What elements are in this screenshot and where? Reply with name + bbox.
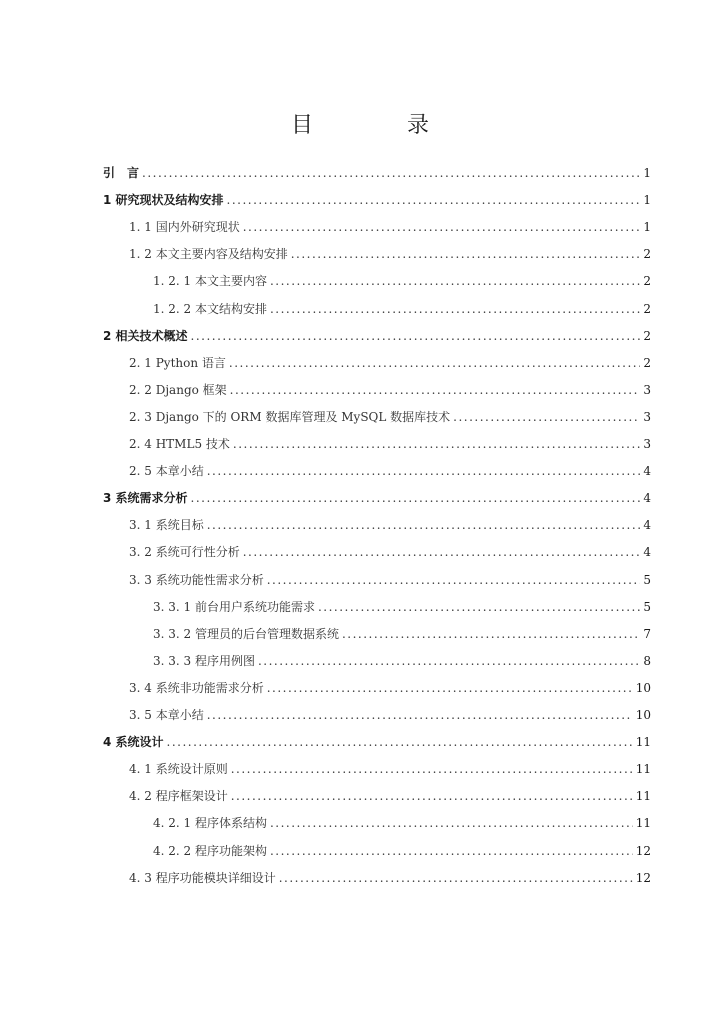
dot-leader [233, 434, 640, 454]
toc-entry[interactable] [103, 190, 651, 210]
toc-entry-label: 3. 1 系统目标 [129, 518, 204, 533]
toc-entry-page-number: 11 [635, 735, 651, 750]
toc-entry-label: 2. 3 Django 下的 ORM 数据库管理及 MySQL 数据库技术 [129, 409, 451, 424]
toc-entry-label: 3. 3 系统功能性需求分析 [129, 572, 264, 587]
toc-entry-page-number: 4 [643, 491, 651, 506]
toc-entry[interactable] [129, 407, 651, 427]
toc-entry-page-number: 2 [643, 355, 651, 370]
dot-leader [258, 651, 640, 671]
toc-entry-label: 3. 4 系统非功能需求分析 [129, 680, 264, 695]
toc-entry-label: 引 言 [103, 166, 140, 180]
toc-entry[interactable] [103, 732, 651, 752]
toc-entry-page-number: 12 [635, 870, 651, 885]
dot-leader [243, 217, 641, 237]
toc-entry-page-number: 2 [643, 247, 651, 262]
toc-entry-label: 4 系统设计 [103, 735, 164, 750]
toc-entry-page-number: 10 [635, 680, 651, 695]
toc-entry-page-number: 10 [635, 708, 651, 722]
toc-entry[interactable] [153, 271, 651, 291]
toc-entry[interactable] [153, 299, 651, 319]
dot-leader [342, 624, 640, 644]
toc-entry[interactable] [129, 542, 651, 562]
toc-entry-label: 2. 1 Python 语言 [129, 355, 226, 370]
dot-leader [291, 244, 641, 264]
toc-entry-label: 4. 2 程序框架设计 [129, 789, 228, 804]
toc-entry[interactable] [129, 786, 651, 806]
toc-entry-page-number: 4 [643, 518, 651, 533]
dot-leader [207, 705, 633, 725]
dot-leader [267, 570, 641, 590]
toc-entry-page-number: 3 [643, 437, 651, 451]
toc-entry-label: 4. 2. 2 程序功能架构 [153, 843, 267, 858]
dot-leader [243, 542, 641, 562]
toc-entry-label: 4. 3 程序功能模块详细设计 [129, 870, 276, 885]
toc-entry[interactable] [129, 461, 651, 481]
dot-leader [167, 732, 633, 752]
dot-leader [231, 786, 633, 806]
dot-leader [207, 461, 641, 481]
dot-leader [270, 813, 633, 833]
toc-entry-label: 2. 5 本章小结 [129, 464, 204, 479]
toc-entry-page-number: 1 [643, 220, 651, 235]
toc-entry[interactable] [153, 624, 651, 644]
dot-leader [207, 515, 641, 535]
toc-entry[interactable] [153, 841, 651, 861]
toc-entry[interactable] [129, 759, 651, 779]
toc-entry[interactable] [129, 678, 651, 698]
toc-entry-page-number: 3 [643, 409, 651, 424]
toc-entry[interactable] [103, 488, 651, 508]
toc-entry[interactable] [153, 597, 651, 617]
dot-leader [453, 407, 640, 427]
dot-leader [191, 326, 641, 346]
toc-entry-label: 3. 3. 3 程序用例图 [153, 653, 255, 668]
toc-entry-page-number: 1 [643, 193, 651, 208]
dot-leader [191, 488, 641, 508]
toc-entry[interactable] [129, 868, 651, 888]
toc-entry-page-number: 2 [643, 301, 651, 316]
toc-entry-page-number: 5 [643, 572, 651, 587]
toc-entry-label: 1. 2. 1 本文主要内容 [153, 274, 267, 289]
dot-leader [267, 678, 633, 698]
toc-entry-page-number: 12 [635, 843, 651, 858]
toc-entry-label: 3. 5 本章小结 [129, 708, 204, 722]
toc-entry-label: 1. 2. 2 本文结构安排 [153, 301, 267, 316]
toc-entry-page-number: 1 [643, 166, 651, 180]
toc-entry[interactable] [153, 813, 651, 833]
toc-entry-page-number: 11 [635, 816, 651, 831]
toc-entry-label: 3. 3. 2 管理员的后台管理数据系统 [153, 626, 339, 641]
toc-entry[interactable] [129, 244, 651, 264]
toc-entry-label: 1. 2 本文主要内容及结构安排 [129, 247, 288, 262]
toc-entry-label: 3. 3. 1 前台用户系统功能需求 [153, 599, 315, 614]
toc-entry[interactable] [129, 217, 651, 237]
toc-entry-label: 3. 2 系统可行性分析 [129, 545, 240, 560]
toc-entry-label: 3 系统需求分析 [103, 491, 188, 506]
toc-entry-label: 2 相关技术概述 [103, 328, 188, 343]
page-title: 目 录 [290, 113, 465, 138]
dot-leader [279, 868, 633, 888]
toc-entry-page-number: 11 [635, 762, 651, 777]
toc-entry-label: 1 研究现状及结构安排 [103, 193, 224, 208]
toc-entry-page-number: 7 [643, 626, 651, 641]
dot-leader [227, 190, 641, 210]
dot-leader [270, 841, 633, 861]
toc-entry[interactable] [129, 380, 651, 400]
dot-leader [229, 353, 640, 373]
toc-entry[interactable] [103, 326, 651, 346]
toc-entry-page-number: 8 [643, 653, 651, 668]
toc-entry-page-number: 4 [643, 545, 651, 560]
toc-entry[interactable] [103, 163, 651, 183]
toc-entry-label: 4. 2. 1 程序体系结构 [153, 816, 267, 831]
toc-entry-label: 2. 4 HTML5 技术 [129, 437, 230, 451]
toc-entry-label: 4. 1 系统设计原则 [129, 762, 228, 777]
toc-entry-label: 2. 2 Django 框架 [129, 382, 227, 397]
toc-entry[interactable] [129, 705, 651, 725]
dot-leader [231, 759, 633, 779]
toc-entry-page-number: 2 [643, 328, 651, 343]
toc-entry[interactable] [129, 434, 651, 454]
dot-leader [230, 380, 641, 400]
dot-leader [142, 163, 640, 183]
toc-entry[interactable] [129, 515, 651, 535]
toc-entry-page-number: 3 [643, 382, 651, 397]
toc-entry[interactable] [129, 570, 651, 590]
toc-entry-page-number: 4 [643, 464, 651, 479]
toc-entry-page-number: 2 [643, 274, 651, 289]
toc-entry-page-number: 11 [635, 789, 651, 804]
dot-leader [318, 597, 640, 617]
toc-entry-label: 1. 1 国内外研究现状 [129, 220, 240, 235]
toc-entry-page-number: 5 [643, 599, 651, 614]
dot-leader [270, 271, 640, 291]
toc-entry[interactable] [129, 353, 651, 373]
toc-entry[interactable] [153, 651, 651, 671]
dot-leader [270, 299, 640, 319]
